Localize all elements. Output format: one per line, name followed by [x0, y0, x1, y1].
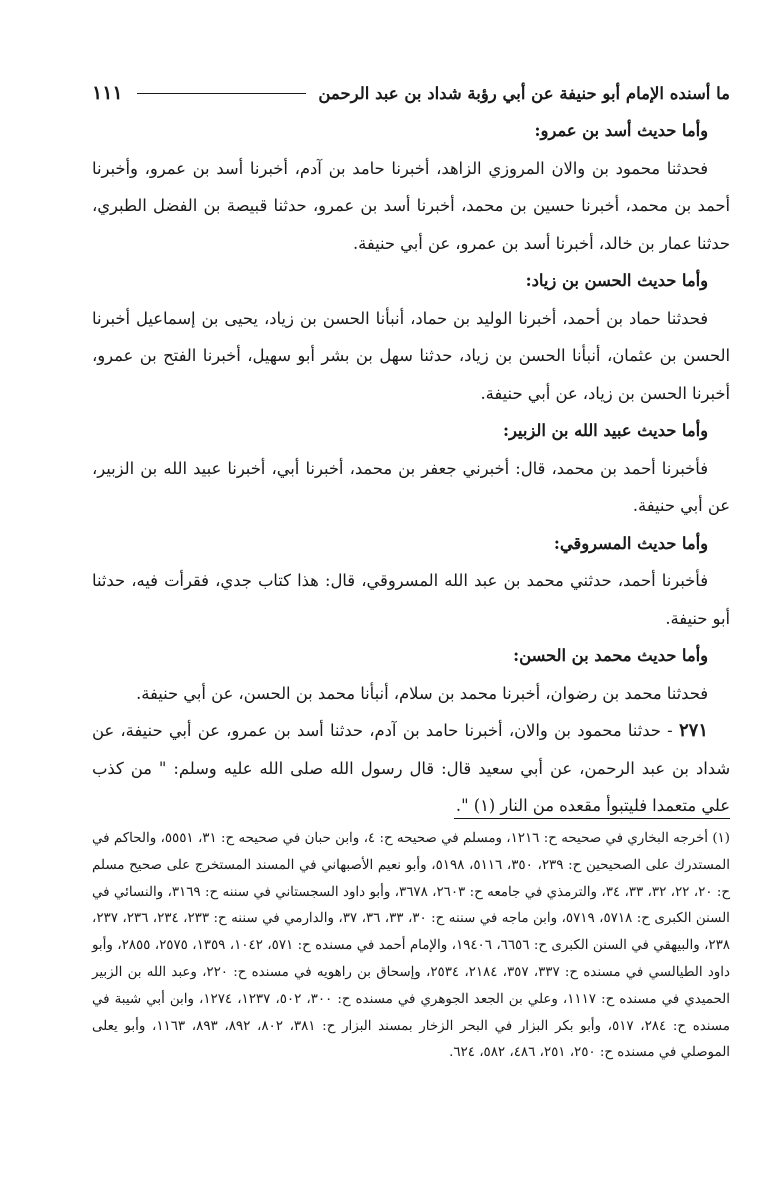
- hadith-text: - حدثنا محمود بن والان، أخبرنا حامد بن آدم، حدثنا أسد بن عمرو، عن أبي حنيفة، عن شداد بن عبد الرحمن، عن أبي سعيد قال: قال رسول الله صلى الله عليه وسلم: " من كذب علي متعمدا فليتبوأ مقعده من النار (١) ".: [92, 721, 730, 815]
- header-rule: [137, 93, 307, 94]
- hadith-number: ٢٧١: [678, 720, 708, 741]
- paragraph-muhammad: فحدثنا محمد بن رضوان، أخبرنا محمد بن سلام، أنبأنا محمد بن الحسن، عن أبي حنيفة.: [136, 683, 708, 703]
- main-text: [92, 112, 730, 825]
- section-heading-muhammad: وأما حديث محمد بن الحسن:: [513, 646, 708, 665]
- footnote-1: (١) أخرجه البخاري في صحيحه ح: ١٢١٦، ومسلم في صحيحه ح: ٤، وابن حبان في صحيحه ح: ٣١، ٥٥٥١، والحاكم في المستدرك على الصحيحين ح: ٢٣٩، ٣٥٠، ٥١١٦، ٥١٩٨، وأبو نعيم الأصبهاني في المسند المستخرج على صحيح مسلم ح: ٢٠، ٢٢، ٣٢، ٣٣، ٣٤، والترمذي في جامعه ح: ٢٦٠٣، ٣٦٧٨، وأبو داود السجستاني في سننه ح: ٣١٦٩، والنسائي في السنن الكبرى ح: ٥٧١٨، ٥٧١٩، وابن ماجه في سننه ح: ٣٠، ٣٣، ٣٦، ٣٧، والدارمي في سننه ح: ٢٣٣، ٢٣٤، ٢٣٦، ٢٣٧، ٢٣٨، والبيهقي في السنن الكبرى ح: ٦٦٥٦، ١٩٤٠٦، والإمام أحمد في مسنده ح: ٥٧١، ١٠٤٢، ١٣٥٩، ٢٥٧٥، ٢٨٥٥، وأبو داود الطيالسي في مسنده ح: ٣٣٧، ٣٥٧، ٢١٨٤، ٢٥٣٤، وإسحاق بن راهويه في مسنده ح: ٢٢٠، وعبد الله بن الزبير الحميدي في مسنده ح: ١١١٧، وعلي بن الجعد الجوهري في مسنده ح: ٣٠٠، ٥٠٢، ١٢٣٧، ١٢٧٤، وابن أبي شيبة في مسنده ح: ٢٨٤، ٥١٧، وأبو بكر البزار في البحر الزخار بمسند البزار ح: ٣٨١، ٨٠٢، ٨٩٢، ٨٩٣، ١١٦٣، وأبو يعلى الموصلي في مسنده ح: ٢٥٠، ٢٥١، ٤٨٦، ٥٨٢، ٦٢٤.: [92, 831, 730, 1061]
- page-number: ١١١: [92, 82, 123, 104]
- paragraph-asad: فحدثنا محمود بن والان المروزي الزاهد، أخبرنا حامد بن آدم، أخبرنا أسد بن عمرو، وأخبرنا أحمد بن محمد، أخبرنا حسين بن محمد، أخبرنا أسد بن عمرو، حدثنا قبيصة بن الفضل الطبري، حدثنا عمار بن خالد، أخبرنا أسد بن عمرو، عن أبي حنيفة.: [92, 158, 730, 253]
- paragraph-masruqi: فأخبرنا أحمد، حدثني محمد بن عبد الله المسروقي، قال: هذا كتاب جدي، فقرأت فيه، حدثنا أبو حنيفة.: [92, 571, 730, 628]
- section-heading-masruqi: وأما حديث المسروقي:: [553, 533, 708, 553]
- footnotes: [92, 826, 730, 1067]
- footnote-separator: [454, 818, 730, 819]
- section-heading-asad: وأما حديث أسد بن عمرو:: [534, 121, 708, 140]
- section-heading-ubaidullah: وأما حديث عبيد الله بن الزبير:: [502, 421, 708, 440]
- paragraph-hasan: فحدثنا حماد بن أحمد، أخبرنا الوليد بن حماد، أنبأنا الحسن بن زياد، يحيى بن إسماعيل أخبرنا الحسن بن عثمان، أنبأنا الحسن بن زياد، حدثنا سهل بن بشر أبو سهيل، أخبرنا الفتح بن عمرو، أخبرنا الحسن بن زياد، عن أبي حنيفة.: [92, 308, 730, 403]
- running-title: ما أسنده الإمام أبو حنيفة عن أبي رؤبة شداد بن عبد الرحمن: [318, 83, 730, 103]
- section-heading-hasan: وأما حديث الحسن بن زياد:: [525, 271, 708, 290]
- paragraph-ubaidullah: فأخبرنا أحمد بن محمد، قال: أخبرني جعفر بن محمد، أخبرنا أبي، أخبرنا عبيد الله بن الزبير، عن أبي حنيفة.: [92, 458, 730, 515]
- hadith-paragraph: [92, 712, 730, 825]
- page-header: [92, 76, 730, 110]
